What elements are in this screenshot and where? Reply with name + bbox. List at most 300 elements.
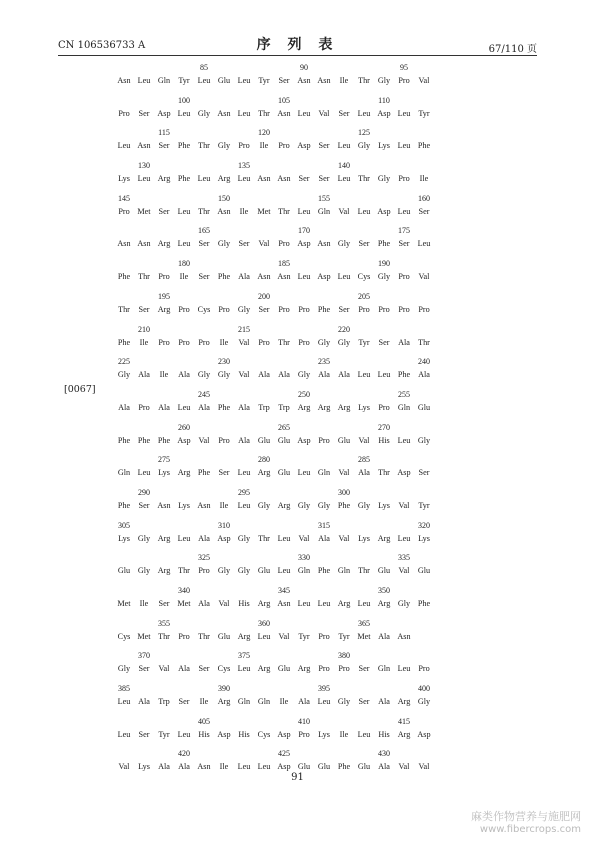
residue-position-number: 155 [318, 193, 330, 203]
amino-acid-residue: Ile [199, 697, 209, 707]
residue-line [114, 532, 434, 546]
position-number-line [114, 158, 434, 172]
residue-position-number: 375 [238, 651, 250, 661]
amino-acid-residue: Gly [117, 370, 131, 380]
sequence-block [114, 60, 434, 93]
amino-acid-residue: Thr [198, 631, 210, 641]
amino-acid-residue: Phe [397, 370, 411, 380]
residue-line [114, 434, 434, 448]
amino-acid-residue: Ile [219, 762, 229, 772]
amino-acid-residue: Asn [217, 108, 231, 118]
amino-acid-residue: Arg [337, 599, 351, 608]
residue-line [114, 107, 434, 121]
residue-line [114, 728, 434, 742]
amino-acid-residue: Phe [337, 762, 351, 772]
amino-acid-residue: Glu [257, 435, 271, 445]
residue-position-number: 395 [318, 684, 330, 694]
amino-acid-residue: Thr [378, 468, 390, 478]
amino-acid-residue: Leu [137, 76, 151, 85]
amino-acid-residue: Gly [357, 500, 371, 510]
amino-acid-residue: Phe [317, 566, 331, 576]
amino-acid-residue: Pro [138, 402, 150, 412]
amino-acid-residue: Tyr [418, 108, 430, 118]
amino-acid-residue: Phe [157, 435, 171, 445]
amino-acid-residue: Cys [257, 729, 271, 739]
amino-acid-residue: Thr [278, 206, 290, 216]
amino-acid-residue: Ala [258, 370, 270, 380]
residue-position-number: 130 [138, 161, 150, 171]
residue-line [114, 662, 434, 676]
amino-acid-residue: Gln [257, 697, 271, 707]
amino-acid-residue: Trp [278, 402, 290, 412]
residue-position-number: 170 [298, 226, 310, 236]
amino-acid-residue: Asp [297, 141, 311, 151]
amino-acid-residue: Lys [138, 762, 150, 772]
amino-acid-residue: Ala [198, 599, 210, 608]
amino-acid-residue: Pro [198, 566, 210, 576]
residue-position-number: 380 [338, 651, 350, 661]
amino-acid-residue: Pro [298, 337, 310, 347]
amino-acid-residue: Lys [358, 533, 370, 543]
amino-acid-residue: Leu [257, 762, 271, 772]
amino-acid-residue: Ile [159, 370, 169, 380]
amino-acid-residue: Gln [237, 697, 251, 707]
amino-acid-residue: Gly [137, 566, 151, 576]
residue-line [114, 597, 434, 611]
amino-acid-residue: Val [158, 664, 170, 674]
amino-acid-residue: Ser [318, 174, 330, 184]
amino-acid-residue: Glu [337, 435, 351, 445]
amino-acid-residue: Val [258, 239, 270, 249]
amino-acid-residue: Met [357, 631, 371, 641]
residue-position-number: 295 [238, 487, 250, 497]
publication-number: CN 106536733 A [58, 40, 146, 51]
residue-position-number: 200 [258, 291, 270, 301]
amino-acid-residue: Ser [138, 500, 150, 510]
amino-acid-residue: Asp [177, 435, 191, 445]
amino-acid-residue: Pro [398, 272, 410, 282]
residue-position-number: 120 [258, 128, 270, 138]
amino-acid-residue: Pro [178, 304, 190, 314]
sequence-block [114, 420, 434, 453]
residue-position-number: 210 [138, 324, 150, 334]
amino-acid-residue: Asp [277, 729, 291, 739]
amino-acid-residue: Val [398, 566, 410, 576]
amino-acid-residue: Ser [198, 664, 210, 674]
amino-acid-residue: Lys [378, 500, 390, 510]
amino-acid-residue: Leu [237, 664, 251, 674]
amino-acid-residue: Leu [137, 468, 151, 478]
amino-acid-residue: Pro [418, 304, 430, 314]
amino-acid-residue: Val [358, 435, 370, 445]
residue-position-number: 115 [158, 128, 170, 138]
amino-acid-residue: Leu [177, 108, 191, 118]
amino-acid-residue: Leu [397, 664, 411, 674]
amino-acid-residue: Leu [377, 370, 391, 380]
position-number-line [114, 60, 434, 74]
residue-position-number: 350 [378, 586, 390, 595]
amino-acid-residue: Ser [398, 239, 410, 249]
sequence-listing [114, 60, 434, 779]
amino-acid-residue: Ala [378, 762, 390, 772]
amino-acid-residue: Ile [279, 697, 289, 707]
amino-acid-residue: Ala [138, 697, 150, 707]
amino-acid-residue: Tyr [358, 337, 370, 347]
position-number-line [114, 550, 434, 564]
residue-position-number: 245 [198, 389, 210, 399]
amino-acid-residue: Glu [257, 566, 271, 576]
amino-acid-residue: Gly [237, 566, 251, 576]
amino-acid-residue: Val [418, 76, 430, 85]
amino-acid-residue: Pro [358, 304, 370, 314]
position-number-line [114, 256, 434, 270]
amino-acid-residue: Ser [158, 599, 170, 608]
residue-position-number: 310 [218, 520, 230, 530]
amino-acid-residue: Gly [297, 500, 311, 510]
residue-position-number: 385 [118, 684, 130, 694]
residue-position-number: 420 [178, 749, 190, 759]
amino-acid-residue: Asp [417, 729, 431, 739]
amino-acid-residue: Ala [238, 402, 250, 412]
amino-acid-residue: Trp [258, 402, 270, 412]
amino-acid-residue: Asn [137, 239, 151, 249]
amino-acid-residue: Pro [318, 435, 330, 445]
sequence-block [114, 191, 434, 224]
residue-position-number: 270 [378, 422, 390, 432]
residue-position-number: 280 [258, 455, 270, 465]
amino-acid-residue: Arg [397, 729, 411, 739]
amino-acid-residue: Ala [278, 370, 290, 380]
amino-acid-residue: Phe [417, 141, 431, 151]
residue-position-number: 405 [198, 716, 210, 726]
amino-acid-residue: Ser [218, 468, 230, 478]
amino-acid-residue: Thr [418, 337, 430, 347]
amino-acid-residue: Phe [317, 304, 331, 314]
amino-acid-residue: Pro [198, 337, 210, 347]
amino-acid-residue: Thr [278, 337, 290, 347]
residue-position-number: 370 [138, 651, 150, 661]
sequence-block [114, 583, 434, 616]
residue-line [114, 270, 434, 284]
amino-acid-residue: Ser [198, 272, 210, 282]
residue-position-number: 205 [358, 291, 370, 301]
amino-acid-residue: Ala [238, 272, 250, 282]
amino-acid-residue: Leu [397, 108, 411, 118]
amino-acid-residue: His [238, 729, 250, 739]
amino-acid-residue: Thr [158, 631, 170, 641]
sequence-block [114, 289, 434, 322]
residue-position-number: 425 [278, 749, 290, 759]
amino-acid-residue: Leu [397, 141, 411, 151]
position-number-line [114, 289, 434, 303]
paragraph-label: [0067] [64, 384, 96, 395]
position-number-line [114, 746, 434, 760]
amino-acid-residue: Ile [179, 272, 189, 282]
amino-acid-residue: Val [118, 762, 130, 772]
amino-acid-residue: Pro [398, 174, 410, 184]
residue-position-number: 430 [378, 749, 390, 759]
amino-acid-residue: Gly [117, 664, 131, 674]
amino-acid-residue: Leu [357, 599, 371, 608]
amino-acid-residue: Ser [138, 729, 150, 739]
amino-acid-residue: Glu [217, 631, 231, 641]
sequence-block [114, 256, 434, 289]
amino-acid-residue: Arg [297, 664, 311, 674]
page-number: 91 [291, 772, 304, 783]
amino-acid-residue: Pro [318, 664, 330, 674]
position-number-line [114, 648, 434, 662]
position-number-line [114, 322, 434, 336]
amino-acid-residue: Pro [378, 402, 390, 412]
amino-acid-residue: Asn [257, 174, 271, 184]
amino-acid-residue: Arg [217, 174, 231, 184]
amino-acid-residue: Asp [377, 108, 391, 118]
amino-acid-residue: Ala [418, 370, 430, 380]
residue-position-number: 140 [338, 161, 350, 171]
amino-acid-residue: Glu [297, 762, 311, 772]
amino-acid-residue: His [198, 729, 210, 739]
amino-acid-residue: Asp [277, 762, 291, 772]
amino-acid-residue: Pro [218, 304, 230, 314]
amino-acid-residue: Gly [217, 239, 231, 249]
watermark-url: www.fibercrops.com [479, 824, 581, 835]
amino-acid-residue: Asn [257, 272, 271, 282]
residue-line [114, 499, 434, 513]
amino-acid-residue: Leu [297, 206, 311, 216]
amino-acid-residue: Met [257, 206, 271, 216]
residue-position-number: 315 [318, 520, 330, 530]
amino-acid-residue: Leu [317, 697, 331, 707]
residue-position-number: 160 [418, 193, 430, 203]
sequence-block [114, 452, 434, 485]
residue-position-number: 340 [178, 586, 190, 595]
amino-acid-residue: Gly [337, 337, 351, 347]
amino-acid-residue: Ser [318, 141, 330, 151]
amino-acid-residue: Pro [118, 108, 130, 118]
residue-line [114, 74, 434, 88]
residue-line [114, 336, 434, 350]
amino-acid-residue: Ile [259, 141, 269, 151]
amino-acid-residue: Thr [118, 304, 130, 314]
residue-position-number: 415 [398, 716, 410, 726]
amino-acid-residue: Lys [158, 468, 170, 478]
amino-acid-residue: Met [137, 631, 151, 641]
amino-acid-residue: Ser [158, 141, 170, 151]
amino-acid-residue: Pro [278, 304, 290, 314]
amino-acid-residue: Thr [358, 76, 370, 85]
amino-acid-residue: Thr [258, 533, 270, 543]
amino-acid-residue: Ser [418, 468, 430, 478]
amino-acid-residue: Glu [317, 762, 331, 772]
amino-acid-residue: Pro [278, 141, 290, 151]
amino-acid-residue: Asn [317, 239, 331, 249]
amino-acid-residue: Ser [338, 304, 350, 314]
amino-acid-residue: Asn [157, 500, 171, 510]
residue-line [114, 695, 434, 709]
sequence-block [114, 714, 434, 747]
amino-acid-residue: Met [177, 599, 191, 608]
residue-position-number: 195 [158, 291, 170, 301]
residue-position-number: 235 [318, 357, 330, 367]
residue-position-number: 175 [398, 226, 410, 236]
amino-acid-residue: Gly [377, 272, 391, 282]
amino-acid-residue: Asp [217, 729, 231, 739]
amino-acid-residue: Val [278, 631, 290, 641]
amino-acid-residue: Lys [178, 500, 190, 510]
amino-acid-residue: Leu [297, 468, 311, 478]
amino-acid-residue: Ala [378, 697, 390, 707]
sequence-block [114, 681, 434, 714]
amino-acid-residue: Gly [237, 304, 251, 314]
residue-line [114, 368, 434, 382]
amino-acid-residue: Phe [197, 468, 211, 478]
residue-position-number: 275 [158, 455, 170, 465]
amino-acid-residue: Leu [357, 370, 371, 380]
amino-acid-residue: Val [398, 500, 410, 510]
amino-acid-residue: Lys [378, 141, 390, 151]
amino-acid-residue: Arg [157, 566, 171, 576]
amino-acid-residue: Pro [178, 337, 190, 347]
amino-acid-residue: Gly [217, 566, 231, 576]
amino-acid-residue: Asp [217, 533, 231, 543]
sequence-block [114, 518, 434, 551]
amino-acid-residue: Arg [257, 599, 271, 608]
amino-acid-residue: Gly [217, 370, 231, 380]
amino-acid-residue: Gly [357, 141, 371, 151]
residue-position-number: 105 [278, 95, 290, 105]
position-number-line [114, 485, 434, 499]
amino-acid-residue: Leu [317, 599, 331, 608]
amino-acid-residue: Gly [337, 239, 351, 249]
amino-acid-residue: Cys [217, 664, 231, 674]
amino-acid-residue: Arg [377, 533, 391, 543]
amino-acid-residue: Leu [137, 174, 151, 184]
amino-acid-residue: Gly [377, 76, 391, 85]
amino-acid-residue: Asp [377, 206, 391, 216]
amino-acid-residue: Ser [358, 697, 370, 707]
amino-acid-residue: Pro [158, 337, 170, 347]
amino-acid-residue: Ala [138, 370, 150, 380]
amino-acid-residue: Leu [177, 729, 191, 739]
amino-acid-residue: Asn [217, 206, 231, 216]
position-number-line [114, 714, 434, 728]
amino-acid-residue: Gly [337, 697, 351, 707]
residue-position-number: 185 [278, 259, 290, 269]
amino-acid-residue: Pro [158, 272, 170, 282]
amino-acid-residue: Ala [338, 370, 350, 380]
amino-acid-residue: Ser [358, 664, 370, 674]
amino-acid-residue: Asn [197, 500, 211, 510]
residue-position-number: 165 [198, 226, 210, 236]
residue-position-number: 150 [218, 193, 230, 203]
amino-acid-residue: Glu [217, 76, 231, 85]
amino-acid-residue: Leu [177, 402, 191, 412]
amino-acid-residue: Gly [377, 174, 391, 184]
amino-acid-residue: Ala [318, 370, 330, 380]
amino-acid-residue: Ile [219, 500, 229, 510]
amino-acid-residue: Gly [217, 141, 231, 151]
amino-acid-residue: Gln [317, 206, 331, 216]
residue-line [114, 466, 434, 480]
amino-acid-residue: Leu [177, 206, 191, 216]
amino-acid-residue: Leu [237, 174, 251, 184]
amino-acid-residue: Arg [257, 468, 271, 478]
residue-position-number: 320 [418, 520, 430, 530]
amino-acid-residue: Ser [178, 697, 190, 707]
residue-position-number: 355 [158, 618, 170, 628]
residue-position-number: 145 [118, 193, 130, 203]
amino-acid-residue: Arg [157, 304, 171, 314]
amino-acid-residue: Asn [397, 631, 411, 641]
amino-acid-residue: Leu [237, 762, 251, 772]
amino-acid-residue: Ser [158, 206, 170, 216]
amino-acid-residue: Phe [137, 435, 151, 445]
amino-acid-residue: Arg [157, 533, 171, 543]
residue-position-number: 390 [218, 684, 230, 694]
residue-position-number: 285 [358, 455, 370, 465]
amino-acid-residue: Val [418, 272, 430, 282]
residue-position-number: 215 [238, 324, 250, 334]
sequence-block [114, 322, 434, 355]
amino-acid-residue: Leu [277, 533, 291, 543]
amino-acid-residue: Ala [118, 402, 130, 412]
amino-acid-residue: Gly [317, 337, 331, 347]
residue-line [114, 139, 434, 153]
amino-acid-residue: Ala [178, 370, 190, 380]
amino-acid-residue: Arg [317, 402, 331, 412]
amino-acid-residue: Tyr [258, 76, 270, 85]
amino-acid-residue: Glu [277, 435, 291, 445]
amino-acid-residue: Tyr [338, 631, 350, 641]
sequence-block [114, 550, 434, 583]
amino-acid-residue: Leu [337, 272, 351, 282]
amino-acid-residue: Ala [178, 664, 190, 674]
residue-position-number: 90 [300, 63, 308, 72]
residue-position-number: 410 [298, 716, 310, 726]
amino-acid-residue: Lys [118, 533, 130, 543]
page-title: 序 列 表 [256, 37, 339, 53]
amino-acid-residue: Gly [237, 533, 251, 543]
amino-acid-residue: Thr [258, 108, 270, 118]
amino-acid-residue: Asp [317, 272, 331, 282]
amino-acid-residue: Thr [198, 206, 210, 216]
amino-acid-residue: Leu [237, 108, 251, 118]
position-number-line [114, 681, 434, 695]
amino-acid-residue: Leu [397, 435, 411, 445]
amino-acid-residue: Ala [158, 402, 170, 412]
amino-acid-residue: His [378, 729, 390, 739]
amino-acid-residue: Arg [157, 174, 171, 184]
amino-acid-residue: Lys [418, 533, 430, 543]
residue-position-number: 220 [338, 324, 350, 334]
amino-acid-residue: Leu [177, 533, 191, 543]
amino-acid-residue: Pro [338, 664, 350, 674]
residue-line [114, 401, 434, 415]
amino-acid-residue: Glu [277, 468, 291, 478]
amino-acid-residue: Phe [117, 272, 131, 282]
residue-position-number: 345 [278, 586, 290, 595]
amino-acid-residue: Arg [397, 697, 411, 707]
amino-acid-residue: Thr [198, 141, 210, 151]
amino-acid-residue: Ala [238, 435, 250, 445]
amino-acid-residue: Glu [357, 762, 371, 772]
position-number-line [114, 387, 434, 401]
residue-position-number: 325 [198, 553, 210, 563]
amino-acid-residue: Ala [158, 762, 170, 772]
sequence-block [114, 648, 434, 681]
amino-acid-residue: Ala [298, 697, 310, 707]
amino-acid-residue: Ile [239, 206, 249, 216]
